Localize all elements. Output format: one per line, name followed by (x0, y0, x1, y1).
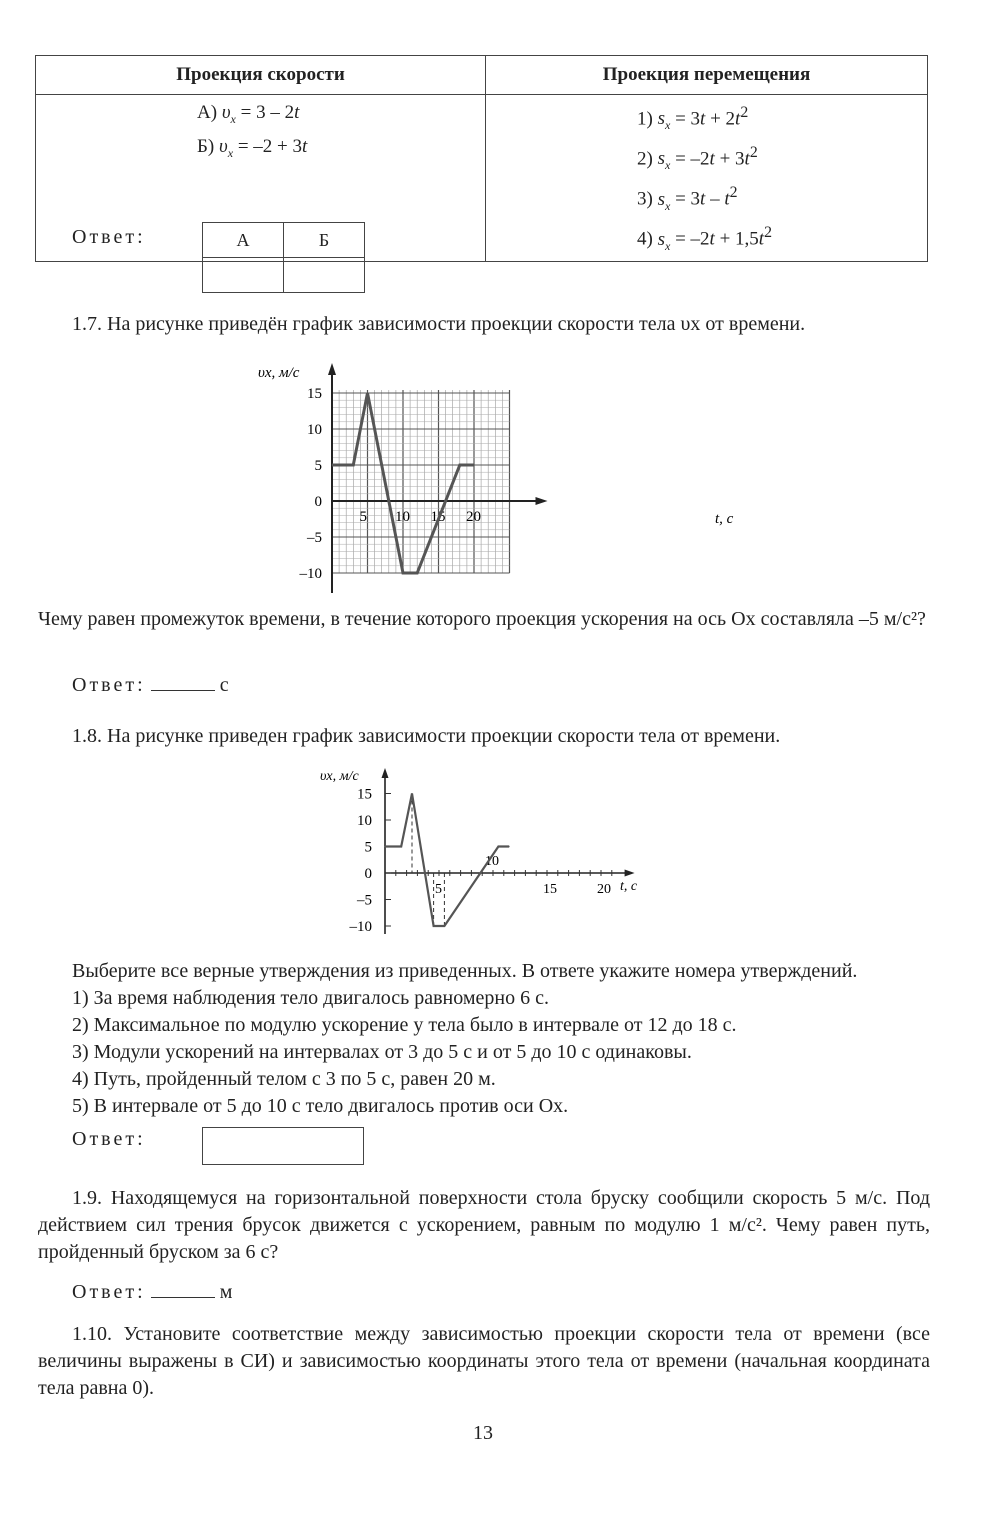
chart-1-7-ytick-label: 0 (314, 494, 322, 510)
answer-col-b: Б (284, 223, 365, 258)
chart-1-8-ytick-label: 0 (364, 866, 372, 882)
task-1-9-statement: 1.9. Находящемуся на горизонтальной поверхности стола бруску сообщили скорость 5 м/с. Под действием сил трения брусок движется с ускорением, равным по модулю 1 м/с². Чему равен путь, пройденный бруском за 6 с? (38, 1187, 930, 1263)
chart-1-8-x-arrow (625, 870, 635, 877)
chart-1-8-data-point (509, 846, 510, 847)
chart-1-8-axes (382, 768, 635, 934)
answer-label-1-7: Ответ: (72, 674, 146, 696)
chart-1-7 (240, 355, 760, 600)
chart-1-8-xtick-label: 10 (485, 854, 499, 869)
displacement-formula-1: 1) $s_x = 3t + 2t^2$ (637, 104, 749, 133)
chart-1-8-ylabel: υx, м/с (320, 769, 359, 784)
answer-unit-1-7: с (219, 674, 229, 696)
task-1-7-question: Чему равен промежуток времени, в течение которого проекция ускорения на ось Ox составляла –5 м/с²? (38, 608, 926, 630)
answer-input-a[interactable] (203, 258, 284, 293)
answer-grid-prev (202, 222, 365, 293)
chart-1-7-xtick-label: 20 (466, 509, 481, 525)
chart-1-8-y-arrow (382, 768, 389, 778)
chart-1-8-ytick-label: 15 (357, 786, 372, 803)
chart-1-8-data-point (498, 846, 499, 847)
chart-1-7-xlabel: t, с (715, 511, 734, 527)
chart-1-7-ytick-label: 15 (307, 386, 322, 402)
chart-1-7-ylabel: υx, м/с (258, 365, 300, 381)
page-number: 13 (473, 1422, 493, 1444)
chart-1-8-data-point (444, 926, 445, 927)
chart-1-7-ytick-label: –5 (307, 530, 322, 546)
task-1-8-statement: 1.8. На рисунке приведен график зависимости проекции скорости тела от времени. (72, 725, 781, 747)
chart-1-8-xtick-label: 5 (435, 882, 442, 897)
answer-input-1-8[interactable] (202, 1127, 364, 1165)
answer-input-1-7[interactable] (151, 672, 215, 691)
chart-1-8-data-point (412, 793, 413, 794)
chart-1-7-ytick-label: 10 (307, 422, 322, 438)
chart-1-8-ytick-label: 5 (364, 839, 372, 856)
chart-1-8-data-point (385, 846, 386, 847)
chart-1-8-guides (412, 794, 444, 927)
table-header-displacement: Проекция перемещения (486, 56, 928, 95)
chart-1-7-xtick-label: 10 (395, 509, 410, 525)
table-header-velocity: Проекция скорости (36, 56, 486, 95)
answer-col-a: А (203, 223, 284, 258)
matching-table (35, 55, 928, 262)
displacement-formula-3: 3) $s_x = 3t - t^2$ (637, 184, 738, 213)
chart-1-7-data-point (332, 465, 333, 466)
chart-1-7-x-arrow (536, 497, 548, 505)
chart-1-7-ytick-label: –10 (299, 566, 322, 582)
task-1-8-option: 4) Путь, пройденный телом с 3 по 5 с, равен 20 м. (72, 1068, 496, 1090)
velocity-formula-b: Б) $\upsilon_x = -2 + 3t$ (197, 135, 308, 160)
chart-1-7-data-point (459, 465, 460, 466)
displacement-formula-2: 2) $s_x = -2t + 3t^2$ (637, 144, 758, 173)
chart-1-7-xtick-label: 15 (430, 509, 446, 525)
answer-label-1-9: Ответ: (72, 1281, 146, 1303)
displacement-cell (486, 95, 928, 262)
chart-1-8-xtick-label: 20 (597, 882, 611, 897)
chart-1-8-data-point (433, 926, 434, 927)
displacement-formula-4: 4) $s_x = -2t + 1,5t^2$ (637, 224, 772, 253)
chart-1-7-data-point (403, 573, 404, 574)
answer-input-1-9[interactable] (151, 1279, 215, 1298)
task-1-10-statement: 1.10. Установите соответствие между зависимостью проекции скорости тела от времени (все величины выражены в СИ) и зависимостью координаты этого тела от времени (начальная координата тела равна 0). (38, 1323, 930, 1399)
task-1-8-option: 3) Модули ускорений на интервалах от 3 до 5 с и от 5 до 10 с одинаковы. (72, 1041, 692, 1063)
task-1-7-statement: 1.7. На рисунке приведён график зависимости проекции скорости тела υx от времени. (72, 313, 806, 335)
answer-unit-1-9: м (219, 1281, 233, 1303)
task-1-7-answer (72, 672, 229, 699)
chart-1-7-y-arrow (328, 363, 336, 375)
chart-1-7-data-point (474, 465, 475, 466)
chart-1-7-ytick-label: 5 (314, 458, 322, 474)
task-1-8-option: 5) В интервале от 5 до 10 с тело двигалось против оси Ox. (72, 1095, 569, 1117)
answer-label-1-8: Ответ: (72, 1128, 146, 1150)
chart-1-8-series-line (385, 794, 509, 927)
chart-1-8-data-point (401, 846, 402, 847)
chart-1-7-xtick-label: 5 (359, 509, 367, 525)
chart-1-8 (300, 760, 680, 945)
chart-1-7-data-point (353, 465, 354, 466)
answer-label-prev: Ответ: (72, 226, 146, 248)
task-1-8-option: 1) За время наблюдения тело двигалось равномерно 6 с. (72, 987, 549, 1009)
chart-1-7-data-point (417, 573, 418, 574)
chart-1-8-xtick-label: 15 (543, 882, 557, 897)
chart-1-7-data-point (367, 393, 368, 394)
task-1-8-options (72, 985, 942, 1120)
chart-1-8-ytick-label: –5 (357, 892, 372, 909)
chart-1-8-xlabel: t, с (620, 879, 638, 894)
chart-1-8-ytick-label: 10 (357, 813, 372, 829)
task-1-8-prompt: Выберите все верные утверждения из приведенных. В ответе укажите номера утверждений. (72, 960, 858, 982)
task-1-9-answer (72, 1279, 232, 1306)
velocity-formula-a: А) $\upsilon_x = 3 - 2t$ (197, 102, 300, 126)
chart-1-8-ytick-label: –10 (349, 919, 372, 935)
answer-input-b[interactable] (284, 258, 365, 293)
chart-1-7-grid (332, 390, 510, 573)
task-1-8-option: 2) Максимальное по модулю ускорение у тела было в интервале от 12 до 18 с. (72, 1014, 737, 1036)
